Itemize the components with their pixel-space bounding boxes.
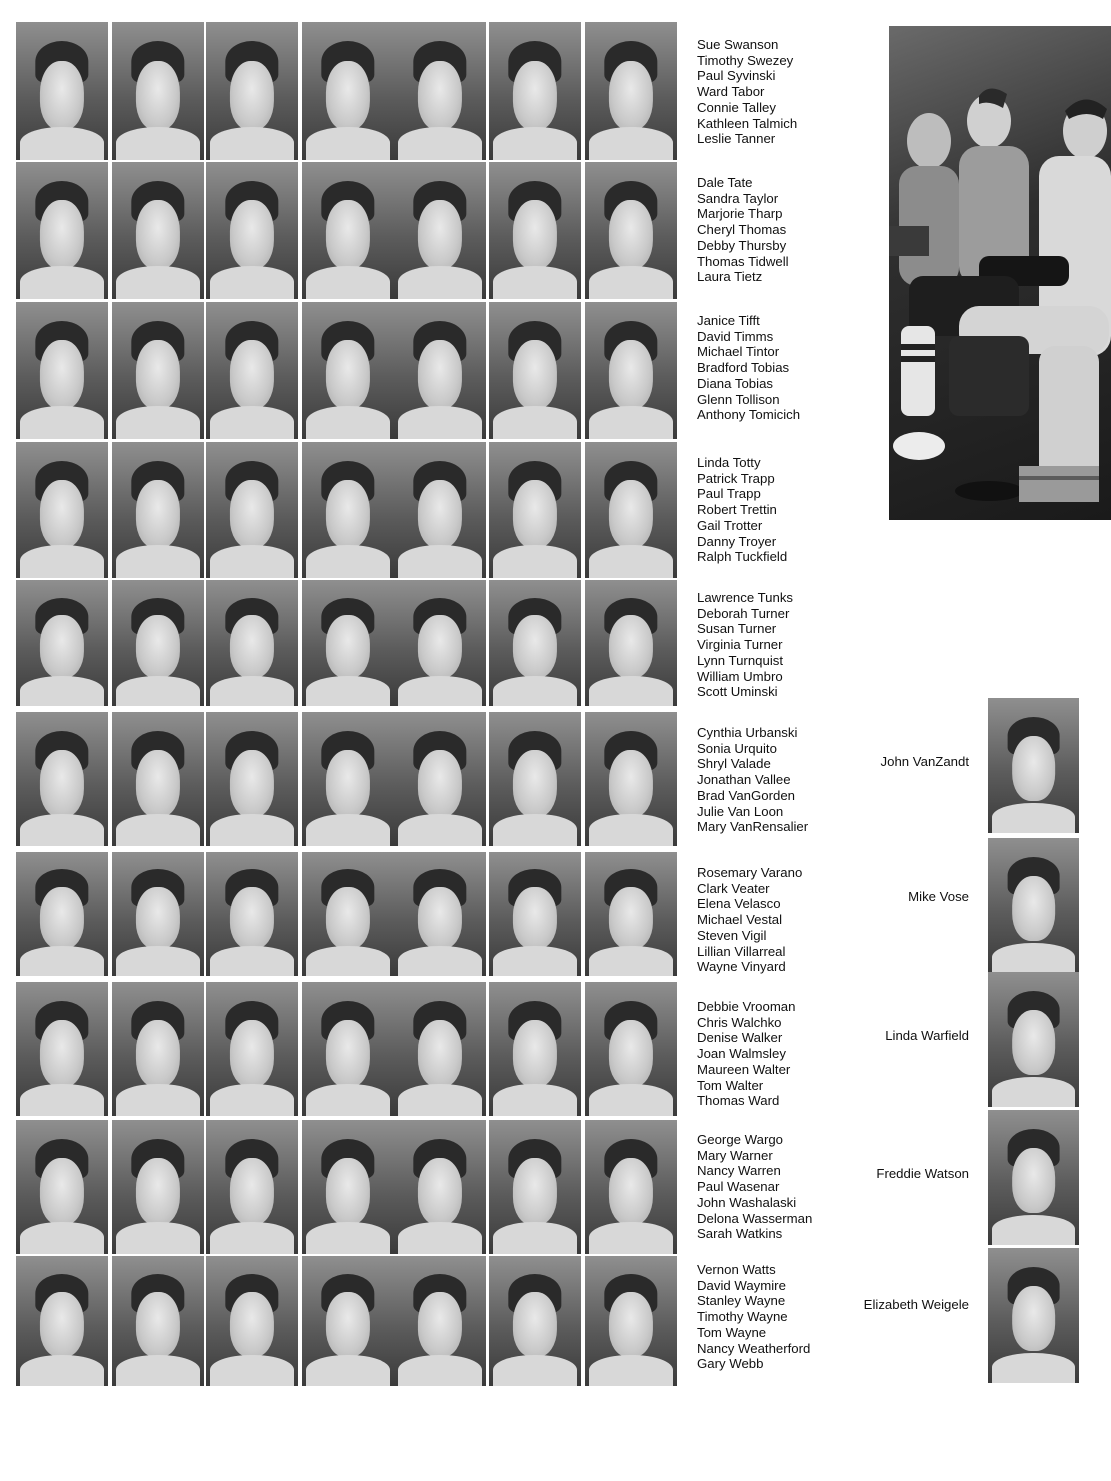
student-portrait <box>394 982 486 1116</box>
student-name: Linda Totty <box>697 455 761 470</box>
student-name: Wayne Vinyard <box>697 959 786 975</box>
student-name: Denise Walker <box>697 1030 783 1046</box>
student-portrait <box>585 162 677 299</box>
student-portrait <box>16 442 108 578</box>
student-name: David Timms <box>697 328 774 344</box>
student-portrait <box>489 1256 581 1386</box>
name-list <box>697 1262 847 1372</box>
student-portrait <box>112 852 204 976</box>
student-portrait <box>585 852 677 976</box>
student-name: Mary Warner <box>697 1147 773 1163</box>
student-name: Nancy Weatherford <box>697 1340 811 1356</box>
student-portrait <box>112 162 204 299</box>
student-name: John Washalaski <box>697 1194 797 1210</box>
student-name: Susan Turner <box>697 621 777 637</box>
student-portrait <box>489 442 581 578</box>
student-portrait <box>302 1120 394 1254</box>
student-name: Diana Tobias <box>697 375 774 391</box>
student-name: Paul Wasenar <box>697 1179 780 1195</box>
student-portrait <box>206 302 298 439</box>
student-portrait <box>489 852 581 976</box>
student-name: Scott Uminski <box>697 684 778 700</box>
student-portrait <box>394 302 486 439</box>
student-portrait <box>16 162 108 299</box>
student-name: Steven Vigil <box>697 927 767 943</box>
student-portrait <box>585 982 677 1116</box>
student-name: Linda Warfield <box>885 1028 969 1043</box>
student-name: Ward Tabor <box>697 84 765 100</box>
student-portrait <box>302 162 394 299</box>
student-name: Janice Tifft <box>697 313 760 328</box>
student-name: Jonathan Vallee <box>697 772 791 788</box>
student-name: Elena Velasco <box>697 896 781 912</box>
name-list <box>697 313 847 423</box>
student-name: Tom Wayne <box>697 1324 767 1340</box>
student-name: Anthony Tomicich <box>697 407 801 423</box>
student-name: Laura Tietz <box>697 269 763 285</box>
student-name: William Umbro <box>697 668 783 684</box>
student-portrait <box>988 1110 1079 1245</box>
student-name: Joan Walmsley <box>697 1046 786 1062</box>
student-portrait <box>489 162 581 299</box>
student-portrait <box>394 162 486 299</box>
student-name: Thomas Ward <box>697 1093 780 1109</box>
student-name: Sandra Taylor <box>697 190 779 206</box>
student-portrait <box>112 302 204 439</box>
student-name: Debbie Vrooman <box>697 999 796 1014</box>
student-portrait <box>112 442 204 578</box>
student-portrait <box>394 1256 486 1386</box>
student-portrait <box>112 1120 204 1254</box>
student-name: Clark Veater <box>697 880 770 896</box>
student-name: Michael Vestal <box>697 912 783 928</box>
student-name: Gary Webb <box>697 1356 764 1372</box>
student-name: Marjorie Tharp <box>697 206 783 222</box>
student-portrait <box>206 580 298 706</box>
student-portrait <box>585 442 677 578</box>
student-portrait <box>585 1256 677 1386</box>
student-portrait <box>16 22 108 160</box>
student-name: Connie Talley <box>697 99 776 115</box>
student-name: Paul Syvinski <box>697 68 776 84</box>
student-portrait <box>302 1256 394 1386</box>
student-portrait <box>112 22 204 160</box>
student-portrait <box>394 712 486 846</box>
student-portrait <box>302 852 394 976</box>
student-name: Timothy Swezey <box>697 52 794 68</box>
student-name: Cynthia Urbanski <box>697 725 798 740</box>
student-portrait <box>585 1120 677 1254</box>
student-portrait <box>394 442 486 578</box>
student-name: Paul Trapp <box>697 486 761 502</box>
student-portrait <box>302 22 394 160</box>
student-name: Debby Thursby <box>697 237 787 253</box>
student-name: Danny Troyer <box>697 533 777 549</box>
student-name: Virginia Turner <box>697 637 783 653</box>
student-portrait <box>16 982 108 1116</box>
student-portrait <box>394 852 486 976</box>
student-name: Mary VanRensalier <box>697 819 809 835</box>
student-name: Tom Walter <box>697 1077 764 1093</box>
name-list <box>697 590 847 700</box>
name-list <box>697 175 847 285</box>
student-portrait <box>16 302 108 439</box>
student-portrait <box>302 302 394 439</box>
student-portrait <box>206 22 298 160</box>
candid-photo-figures <box>889 26 1111 520</box>
student-name: Maureen Walter <box>697 1061 791 1077</box>
name-list <box>697 455 847 565</box>
student-portrait <box>489 580 581 706</box>
student-portrait <box>489 302 581 439</box>
student-name: Bradford Tobias <box>697 360 790 376</box>
student-portrait <box>206 712 298 846</box>
student-portrait <box>206 982 298 1116</box>
student-portrait <box>988 838 1079 973</box>
student-portrait <box>585 302 677 439</box>
student-portrait <box>489 1120 581 1254</box>
student-portrait <box>988 1248 1079 1383</box>
student-name: Patrick Trapp <box>697 470 775 486</box>
student-portrait <box>585 580 677 706</box>
student-name: Lynn Turnquist <box>697 652 784 668</box>
student-portrait <box>206 1256 298 1386</box>
student-name: Timothy Wayne <box>697 1309 788 1325</box>
student-name: David Waymire <box>697 1277 786 1293</box>
student-name: Sarah Watkins <box>697 1226 783 1242</box>
student-name: Sonia Urquito <box>697 740 777 756</box>
student-portrait <box>206 442 298 578</box>
student-name: Kathleen Talmich <box>697 115 798 131</box>
student-name: John VanZandt <box>880 754 969 769</box>
student-portrait <box>394 580 486 706</box>
student-portrait <box>16 712 108 846</box>
student-name: Stanley Wayne <box>697 1293 786 1309</box>
student-name: Chris Walchko <box>697 1014 782 1030</box>
student-portrait <box>394 1120 486 1254</box>
student-name: Rosemary Varano <box>697 865 803 880</box>
student-name: Glenn Tollison <box>697 391 780 407</box>
student-portrait <box>585 712 677 846</box>
student-portrait <box>16 1256 108 1386</box>
student-portrait <box>16 852 108 976</box>
student-name: Vernon Watts <box>697 1262 776 1277</box>
student-name: Thomas Tidwell <box>697 253 789 269</box>
student-name: Elizabeth Weigele <box>863 1297 969 1312</box>
student-name: Mike Vose <box>908 889 969 904</box>
student-name: Robert Trettin <box>697 502 777 518</box>
student-portrait <box>988 698 1079 833</box>
student-name: Ralph Tuckfield <box>697 549 788 565</box>
student-portrait <box>112 982 204 1116</box>
student-name: Brad VanGorden <box>697 787 795 803</box>
student-portrait <box>585 22 677 160</box>
student-name: Sue Swanson <box>697 37 779 52</box>
student-portrait <box>489 712 581 846</box>
student-portrait <box>112 580 204 706</box>
student-portrait <box>302 580 394 706</box>
student-portrait <box>302 712 394 846</box>
student-name: Leslie Tanner <box>697 131 776 147</box>
student-portrait <box>988 972 1079 1107</box>
student-portrait <box>206 162 298 299</box>
student-name: Shryl Valade <box>697 756 771 772</box>
student-portrait <box>302 982 394 1116</box>
student-name: Nancy Warren <box>697 1163 781 1179</box>
student-name: Delona Wasserman <box>697 1210 813 1226</box>
student-name: George Wargo <box>697 1132 784 1147</box>
student-portrait <box>489 982 581 1116</box>
student-portrait <box>302 442 394 578</box>
student-portrait <box>489 22 581 160</box>
candid-group-photo <box>889 26 1111 520</box>
student-name: Lawrence Tunks <box>697 590 794 605</box>
name-list <box>697 999 847 1109</box>
student-portrait <box>206 852 298 976</box>
student-portrait <box>112 1256 204 1386</box>
student-portrait <box>112 712 204 846</box>
name-list <box>697 865 847 975</box>
student-name: Lillian Villarreal <box>697 943 786 959</box>
student-name: Cheryl Thomas <box>697 222 787 238</box>
name-list <box>697 725 847 835</box>
student-name: Freddie Watson <box>876 1166 969 1181</box>
student-portrait <box>394 22 486 160</box>
student-name: Julie Van Loon <box>697 803 784 819</box>
student-name: Gail Trotter <box>697 517 763 533</box>
name-list <box>697 37 847 147</box>
student-portrait <box>206 1120 298 1254</box>
name-list <box>697 1132 847 1242</box>
student-name: Dale Tate <box>697 175 753 190</box>
student-name: Michael Tintor <box>697 344 780 360</box>
student-portrait <box>16 1120 108 1254</box>
student-portrait <box>16 580 108 706</box>
student-name: Deborah Turner <box>697 605 790 621</box>
